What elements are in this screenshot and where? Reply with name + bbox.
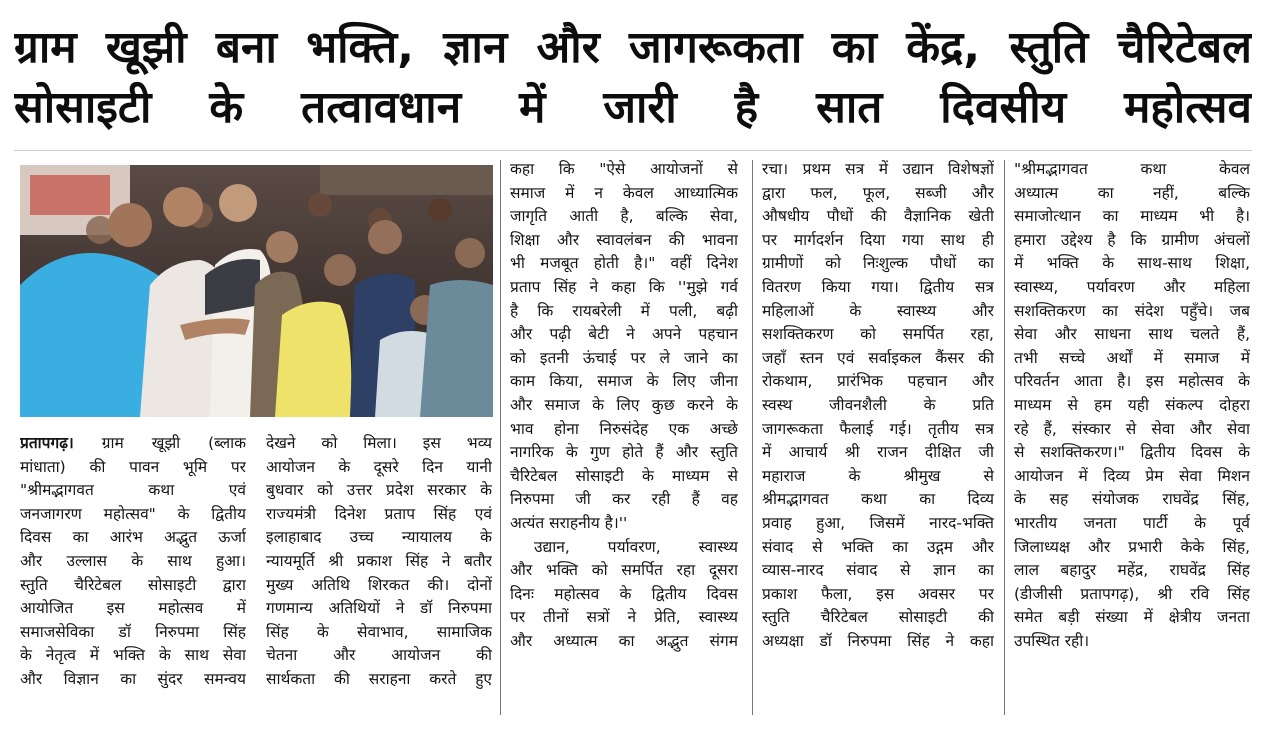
article-line: समेत बड़ी संख्या में क्षेत्रीय जनता	[1014, 608, 1250, 627]
article-line: "श्रीमद्भागवत कथा केवल	[1014, 160, 1250, 178]
article-line: इलाहाबाद उच्च न्यायालय के	[266, 528, 492, 547]
article-line: भाव होना निरुसंदेह एक अच्छे	[510, 419, 738, 438]
article-line: प्रताप सिंह ने कहा कि ''मुझे गर्व	[510, 277, 738, 296]
article-line: कहा कि "ऐसे आयोजनों से	[510, 160, 738, 178]
article-line: सिंह के सेवाभाव, सामाजिक	[266, 622, 492, 641]
article-column-1	[20, 432, 246, 692]
article-line: माध्यम से हम यही संकल्प दोहरा	[1014, 395, 1250, 414]
article-line: न्यायमूर्ति श्री प्रकाश सिंह ने बतौर	[266, 551, 492, 570]
article-line: मुख्य अतिथि शिरकत की। दोनों	[266, 575, 492, 594]
article-line: रहे हैं, संस्कार से सेवा और सेवा	[1014, 419, 1250, 438]
headline	[14, 18, 1252, 138]
article-line: (डीजीसी प्रतापगढ़), श्री रवि सिंह	[1014, 584, 1250, 603]
article-line: भी मजबूत होती है।" वहीं दिनेश	[510, 254, 738, 273]
article-line: ग्रामीणों को निःशुल्क पौधों का	[762, 254, 994, 273]
article-line: जहाँ स्तन एवं सर्वाइकल कैंसर की	[762, 348, 994, 367]
event-photo	[20, 165, 493, 417]
article-line: स्तुति चैरिटेबल सोसाइटी की	[762, 608, 994, 627]
article-line	[20, 432, 246, 456]
article-line: उपस्थित रही।	[1014, 631, 1090, 650]
article-line: दिनः महोत्सव के द्वितीय दिवस	[510, 584, 738, 603]
article-line: के सह संयोजक राघवेंद्र सिंह,	[1014, 490, 1250, 509]
article-line: आयोजन के दूसरे दिन यानी	[266, 457, 492, 476]
article-line: में आचार्य श्री राजन दीक्षित जी	[762, 443, 994, 462]
column-divider-1	[500, 160, 501, 715]
article-column-3	[510, 158, 738, 653]
article-line: शिक्षा और स्वावलंबन की भावना	[510, 230, 738, 249]
article-line: उद्यान, पर्यावरण, स्वास्थ्य	[534, 537, 738, 556]
article-line: सशक्तिकरण का संदेश पहुँचे। जब	[1014, 301, 1250, 320]
article-line: महिलाओं के स्वास्थ्य और	[762, 301, 994, 320]
article-line: जागृति आती है, बल्कि सेवा,	[510, 207, 738, 226]
article-line: चेतना और आयोजन की	[266, 646, 492, 665]
article-line: स्वस्थ जीवनशैली के प्रति	[762, 395, 994, 414]
article-column-5	[1014, 158, 1250, 653]
article-line: निरुपमा जी कर रही हैं वह	[510, 490, 738, 509]
article-line: प्रवाह हुआ, जिसमें नारद-भक्ति	[762, 513, 994, 532]
article-line: और पढ़ी बेटी ने अपने पहचान	[510, 325, 738, 344]
article-line: हमारा उद्देश्य है कि ग्रामीण अंचलों	[1014, 230, 1250, 249]
article-line: है कि रायबरेली में पली, बढ़ी	[510, 301, 738, 320]
column-divider-2	[752, 160, 753, 715]
article-line: और विज्ञान का सुंदर समन्वय	[20, 669, 246, 688]
dateline: प्रतापगढ़।	[20, 434, 74, 452]
headline-divider	[14, 150, 1252, 151]
article-line: मांधाता) की पावन भूमि पर	[20, 457, 246, 476]
article-line: श्रीमद्भागवत कथा का दिव्य	[762, 490, 994, 509]
article-line: गणमान्य अतिथियों ने डॉ निरुपमा	[266, 599, 492, 618]
article-line: में भक्ति के साथ-साथ शिक्षा,	[1014, 254, 1250, 273]
article-line: समाज में न केवल आध्यात्मिक	[510, 183, 738, 202]
article-line: व्यास-नारद संवाद से ज्ञान का	[762, 561, 994, 580]
article-line: राज्यमंत्री दिनेश प्रताप सिंह एवं	[266, 504, 492, 523]
article-line: और भक्ति को समर्पित रहा दूसरा	[510, 561, 738, 580]
article-line: दिवस का आरंभ अद्भुत ऊर्जा	[20, 528, 246, 547]
article-line: पर मार्गदर्शन दिया गया साथ ही	[762, 230, 994, 249]
article-line: समाजसेविका डॉ निरुपमा सिंह	[20, 622, 246, 641]
article-line: तभी सच्चे अर्थों में समाज में	[1014, 348, 1250, 367]
article-line: स्तुति चैरिटेबल सोसाइटी द्वारा	[20, 575, 246, 594]
article-line-text: ग्राम खूझी (ब्लाक	[73, 434, 246, 452]
article-line: वितरण किया गया। द्वितीय सत्र	[762, 277, 994, 296]
article-line: रोकथाम, प्रारंभिक पहचान और	[762, 372, 994, 391]
column-divider-3	[1004, 160, 1005, 715]
article-line: सार्थकता की सराहना करते हुए	[266, 669, 492, 688]
article-line: अध्यक्षा डॉ निरुपमा सिंह ने कहा	[762, 631, 994, 650]
article-line: औषधीय पौधों की वैज्ञानिक खेती	[762, 207, 994, 226]
article-line: और उल्लास के साथ हुआ।	[20, 551, 246, 570]
article-line: और अध्यात्म का अद्भुत संगम	[510, 631, 738, 650]
article-line: जनजागरण महोत्सव" के द्वितीय	[20, 504, 246, 523]
article-line: आयोजन में दिव्य प्रेम सेवा मिशन	[1014, 466, 1250, 485]
headline-line-1: ग्राम खूझी बना भक्ति, ज्ञान और जागरूकता का केंद्र, स्तुति चैरिटेबल	[14, 22, 1252, 73]
article-line: अत्यंत सराहनीय है।''	[510, 513, 628, 532]
article-column-4	[762, 158, 994, 653]
article-line: आयोजित इस महोत्सव में	[20, 599, 246, 618]
article-line: पर तीनों सत्रों ने प्रेति, स्वास्थ्य	[510, 608, 738, 627]
article-line: स्वास्थ्य, पर्यावरण और महिला	[1014, 277, 1250, 296]
article-line: द्वारा फल, फूल, सब्जी और	[762, 183, 994, 202]
article-line: काम किया, समाज के लिए जीना	[510, 372, 738, 391]
event-photo-image	[20, 165, 493, 417]
article-line: और समाज के लिए कुछ करने के	[510, 395, 738, 414]
article-line: जागरूकता फैलाई गई। तृतीय सत्र	[762, 419, 994, 438]
article-line: परिवर्तन आता है। इस महोत्सव के	[1014, 372, 1250, 391]
article-line: रचा। प्रथम सत्र में उद्यान विशेषज्ञों	[762, 160, 994, 178]
article-line: "श्रीमद्भागवत कथा एवं	[20, 481, 246, 500]
headline-line-2: सोसाइटी के तत्वावधान में जारी है सात दिवसीय महोत्सव	[14, 82, 1252, 133]
article-line: नागरिक के गुण होते हैं और स्तुति	[510, 443, 738, 462]
article-line: देखने को मिला। इस भव्य	[266, 434, 492, 452]
article-line: को इतनी ऊंचाई पर ले जाने का	[510, 348, 738, 367]
article-line: बुधवार को उत्तर प्रदेश सरकार के	[266, 481, 492, 500]
article-line: भारतीय जनता पार्टी के पूर्व	[1014, 513, 1250, 532]
article-line: से सशक्तिकरण।" द्वितीय दिवस के	[1014, 443, 1250, 462]
article-line: चैरिटेबल सोसाइटी के माध्यम से	[510, 466, 738, 485]
article-line: संवाद से भक्ति का उद्गम और	[762, 537, 994, 556]
article-line: सशक्तिकरण को समर्पित रहा,	[762, 325, 994, 344]
article-line: समाजोत्थान का माध्यम भी है।	[1014, 207, 1250, 226]
article-line: लाल बहादुर महेंद्र, राघवेंद्र सिंह	[1014, 561, 1250, 580]
article-line: जिलाध्यक्ष और प्रभारी केके सिंह,	[1014, 537, 1250, 556]
article-column-2	[266, 432, 492, 692]
article-line: के नेतृत्व में भक्ति के साथ सेवा	[20, 646, 246, 665]
article-line: अध्यात्म का नहीं, बल्कि	[1014, 183, 1250, 202]
article-line: महाराज के श्रीमुख से	[762, 466, 994, 485]
article-line: प्रकाश फैला, इस अवसर पर	[762, 584, 994, 603]
article-line: सेवा और साधना साथ चलते हैं,	[1014, 325, 1250, 344]
